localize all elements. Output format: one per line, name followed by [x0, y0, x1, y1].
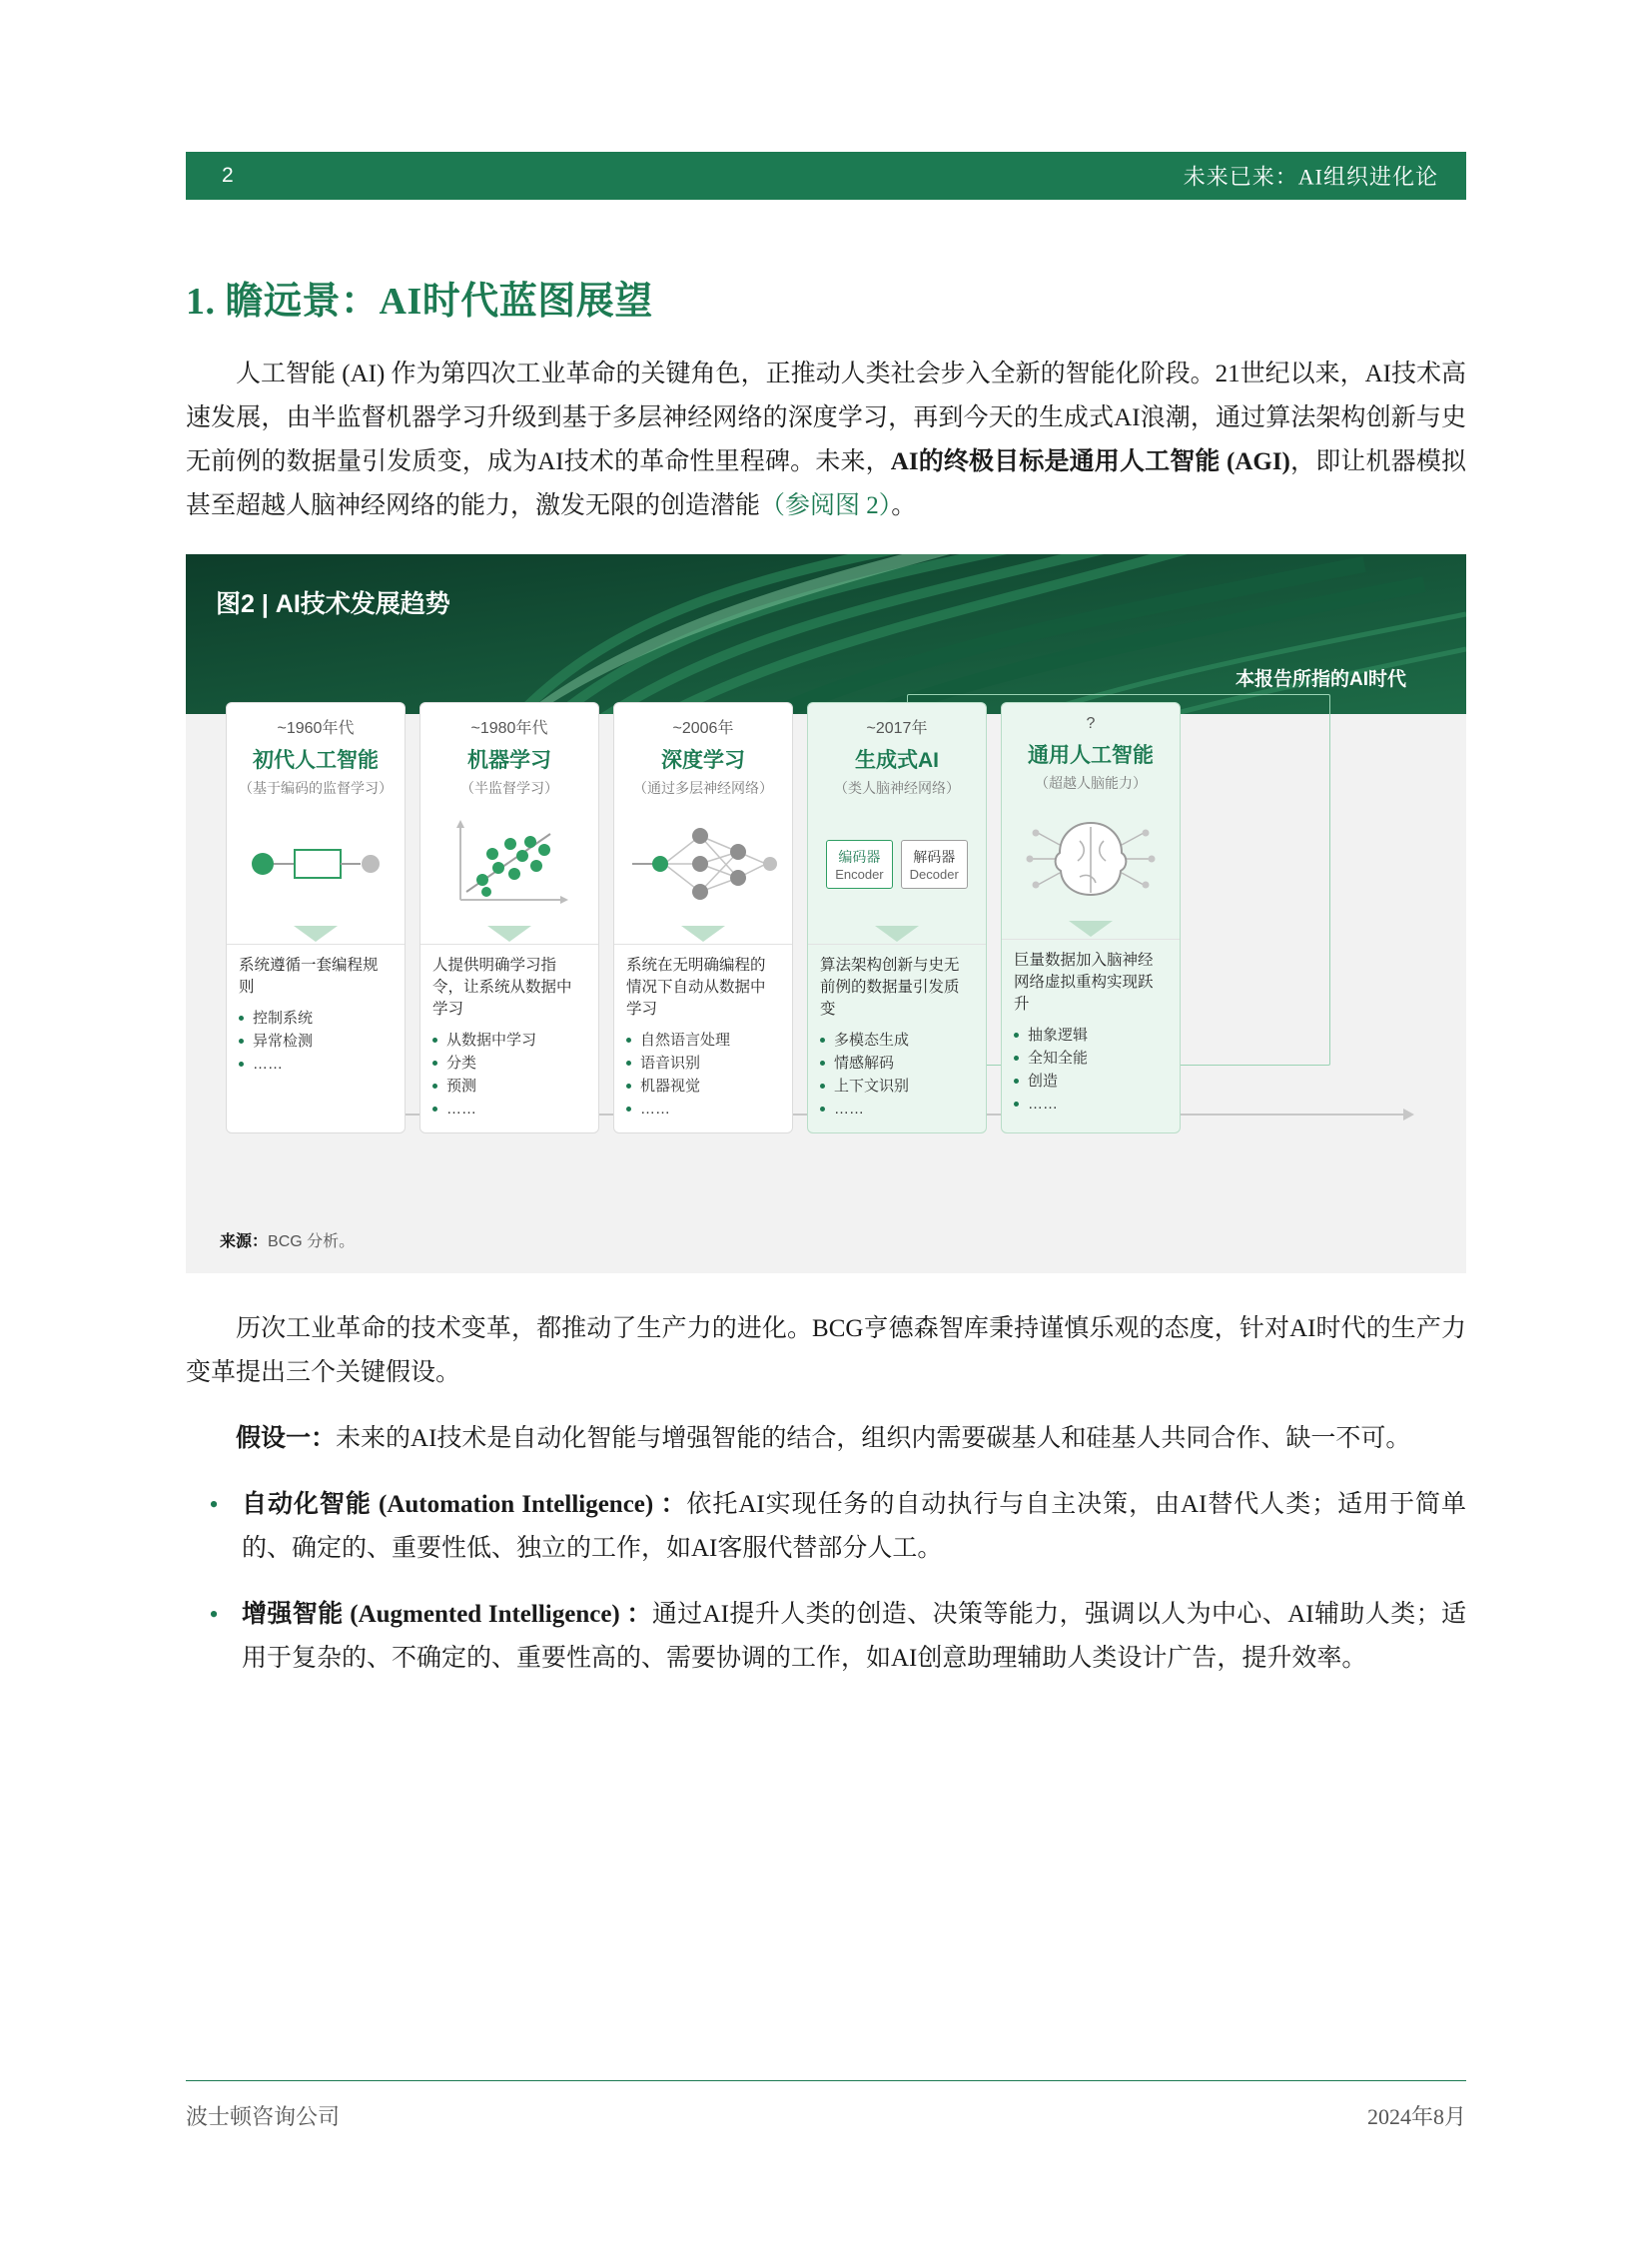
- page-header-bar: [186, 152, 1466, 200]
- page-number: 2: [222, 164, 234, 187]
- figure-card-generative-ai: [807, 702, 987, 1133]
- card-bullet-list: [1014, 1024, 1168, 1116]
- brain-chip-icon: [1008, 803, 1174, 915]
- list-item: ……: [820, 1098, 974, 1120]
- card-description: 巨量数据加入脑神经网络虚拟重构实现跃升: [1014, 952, 1154, 1013]
- card-subtitle: （类人脑神经网络）: [834, 780, 960, 796]
- footer-date: 2024年8月: [1366, 2104, 1466, 2129]
- bullet-description: 依托AI实现任务的自动执行与自主决策，由AI替代人类；适用于简单的、确定的、重要性低、独立的工作，如AI客服代替部分人工。: [242, 1491, 1466, 1562]
- paragraph-intro-bold: AI的终极目标是通用人工智能 (AGI): [890, 448, 1290, 475]
- list-item: ……: [239, 1053, 393, 1076]
- card-year: ~2006年: [672, 720, 734, 737]
- card-head: [1002, 703, 1180, 799]
- card-arrow-icon: [294, 926, 338, 942]
- encoder-label-en: Encoder: [835, 866, 884, 882]
- card-description: 系统遵循一套编程规则: [239, 957, 379, 996]
- card-head: [227, 703, 405, 804]
- footer-divider: [186, 2080, 1466, 2081]
- list-item: 自然语言处理: [626, 1029, 780, 1052]
- neural-network-icon: [620, 808, 786, 920]
- list-item: 机器视觉: [626, 1075, 780, 1098]
- list-item: 语音识别: [626, 1052, 780, 1075]
- card-title: 生成式AI: [855, 749, 939, 772]
- card-title: 机器学习: [467, 749, 551, 772]
- figure-source-label: 来源：: [220, 1233, 269, 1250]
- card-bullet-list: [239, 1007, 393, 1076]
- bullet-augmented-intelligence: [186, 1593, 1466, 1681]
- card-bullet-list: [820, 1029, 974, 1120]
- list-item: 分类: [432, 1052, 586, 1075]
- encoder-decoder-icon: [814, 808, 980, 920]
- paragraph-intro: [186, 353, 1466, 528]
- card-arrow-icon: [1069, 921, 1113, 937]
- card-year: ~1960年代: [277, 720, 355, 737]
- list-item: 情感解码: [820, 1052, 974, 1075]
- bullet-dot-icon: •: [209, 1600, 219, 1629]
- figure-source-text: BCG 分析。: [268, 1233, 356, 1250]
- card-body: [1002, 939, 1180, 1132]
- card-body: [808, 944, 986, 1132]
- figure-source: [220, 1228, 355, 1251]
- card-head: [420, 703, 598, 804]
- hypothesis-text: 未来的AI技术是自动化智能与增强智能的结合，组织内需要碳基人和硅基人共同合作、缺一不可。: [336, 1425, 1411, 1452]
- card-bullet-list: [626, 1029, 780, 1120]
- card-year: ~2017年: [866, 720, 928, 737]
- hypothesis-label: 假设一：: [236, 1425, 337, 1452]
- list-item: 控制系统: [239, 1007, 393, 1030]
- list-item: 多模态生成: [820, 1029, 974, 1052]
- paragraph-intro-end: 。: [891, 492, 917, 519]
- page-content: [186, 250, 1466, 1681]
- document-title: 未来已来：AI组织进化论: [1183, 164, 1438, 190]
- node-box-node-icon: [233, 808, 399, 920]
- figure-ai-tech-trend: [186, 554, 1466, 1273]
- list-item: ……: [432, 1098, 586, 1120]
- card-body: [420, 944, 598, 1132]
- bullet-content: [242, 1483, 1466, 1571]
- card-arrow-icon: [875, 926, 919, 942]
- decoder-label-cn: 解码器: [913, 848, 956, 865]
- footer-company: 波士顿咨询公司: [186, 2104, 341, 2129]
- section-title: 1. 瞻远景：AI时代蓝图展望: [186, 281, 653, 323]
- list-item: ……: [626, 1098, 780, 1120]
- paragraph-productivity: 历次工业革命的技术变革，都推动了生产力的进化。BCG亨德森智库秉持谨慎乐观的态度，针对AI时代的生产力变革提出三个关键假设。: [186, 1315, 1466, 1386]
- card-title: 通用人工智能: [1028, 744, 1154, 767]
- card-head: [808, 703, 986, 804]
- figure-card-machine-learning: [419, 702, 599, 1133]
- card-description: 人提供明确学习指令，让系统从数据中学习: [432, 957, 572, 1018]
- card-head: [614, 703, 792, 804]
- card-subtitle: （基于编码的监督学习）: [239, 780, 393, 796]
- figure-reference: （参阅图 2）: [760, 492, 892, 519]
- list-item: 抽象逻辑: [1014, 1024, 1168, 1047]
- paragraph-intro-part3: ，即让机器模拟甚至超越人脑神经网络的能力，激发无限的创造潜能: [186, 448, 1466, 519]
- bullet-term: 增强智能 (Augmented Intelligence) ：: [242, 1601, 652, 1628]
- list-item: 预测: [432, 1075, 586, 1098]
- list-item: 创造: [1014, 1070, 1168, 1093]
- card-subtitle: （超越人脑能力）: [1035, 775, 1147, 791]
- list-item: 全知全能: [1014, 1047, 1168, 1070]
- paragraph-intro-part1: 人工智能 (AI) 作为第四次工业革命的关键角色，正推动人类社会步入全新的智能化阶段。21世纪以来，AI技术高速发展，由半监督机器学习升级到基于多层神经网络的深度学习，再到今天的生成式AI浪潮，通过算法架构创新与史无前例的数据量引发质变，成为AI技术的革命性里程碑。未来，: [186, 361, 1466, 475]
- list-item: 上下文识别: [820, 1075, 974, 1098]
- list-item: ……: [1014, 1093, 1168, 1116]
- bullet-dot-icon: •: [209, 1490, 219, 1519]
- card-title: 初代人工智能: [253, 749, 379, 772]
- card-subtitle: （半监督学习）: [460, 780, 558, 796]
- bullet-content: [242, 1593, 1466, 1681]
- card-body: [227, 944, 405, 1132]
- figure-card-agi: [1001, 702, 1181, 1133]
- card-subtitle: （通过多层神经网络）: [633, 780, 773, 796]
- bullet-automation-intelligence: [186, 1483, 1466, 1571]
- paragraph-hypothesis-one: [186, 1417, 1466, 1461]
- figure-era-label: 本报告所指的AI时代: [1235, 669, 1406, 690]
- card-bullet-list: [432, 1029, 586, 1120]
- card-year: ?: [1086, 715, 1096, 732]
- figure-caption: 图2 | AI技术发展趋势: [216, 590, 450, 618]
- decoder-label-en: Decoder: [909, 866, 959, 882]
- card-body: [614, 944, 792, 1132]
- bullet-term: 自动化智能 (Automation Intelligence) ：: [242, 1491, 687, 1518]
- list-item: 从数据中学习: [432, 1029, 586, 1052]
- bullet-description: 通过AI提升人类的创造、决策等能力，强调以人为中心、AI辅助人类；适用于复杂的、不确定的、重要性高的、需要协调的工作，如AI创意助理辅助人类设计广告，提升效率。: [242, 1601, 1467, 1672]
- card-year: ~1980年代: [470, 720, 548, 737]
- card-arrow-icon: [487, 926, 531, 942]
- card-description: 算法架构创新与史无前例的数据量引发质变: [820, 957, 960, 1018]
- figure-card-early-ai: [226, 702, 406, 1133]
- card-title: 深度学习: [661, 749, 745, 772]
- figure-card-deep-learning: [613, 702, 793, 1133]
- card-arrow-icon: [681, 926, 725, 942]
- list-item: 异常检测: [239, 1030, 393, 1053]
- scatter-plot-icon: [426, 808, 592, 920]
- figure-card-list: [226, 702, 1424, 1133]
- card-description: 系统在无明确编程的情况下自动从数据中学习: [626, 957, 766, 1018]
- encoder-label-cn: 编码器: [838, 848, 881, 865]
